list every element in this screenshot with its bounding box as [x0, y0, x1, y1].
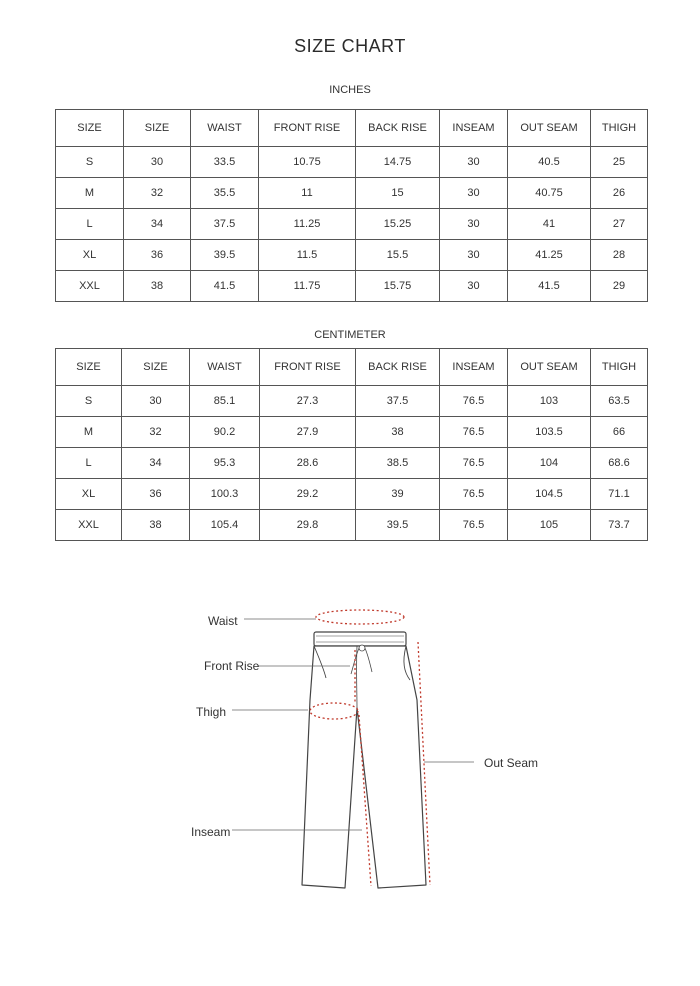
table-cell: 104: [508, 448, 591, 479]
table-cell: 76.5: [440, 417, 508, 448]
column-header: SIZE: [124, 110, 191, 147]
table-cell: 41.5: [191, 271, 259, 302]
table-cell: 29.8: [260, 510, 356, 541]
table-cell: 25: [591, 147, 648, 178]
thigh-label: Thigh: [196, 705, 227, 719]
table-cell: 71.1: [591, 479, 648, 510]
table-cell: 14.75: [356, 147, 440, 178]
table-cell: 28.6: [260, 448, 356, 479]
table-cell: 76.5: [440, 448, 508, 479]
table-cell: 30: [124, 147, 191, 178]
table-cell: 15.25: [356, 209, 440, 240]
table-cell: 66: [591, 417, 648, 448]
pants-icon: [302, 632, 426, 888]
table-row: [56, 510, 648, 541]
table-cell: 38: [122, 510, 190, 541]
waist-label: Waist: [208, 614, 238, 628]
page-title: SIZE CHART: [294, 36, 406, 56]
table-cell: 29.2: [260, 479, 356, 510]
column-header: FRONT RISE: [260, 349, 356, 386]
column-header: WAIST: [190, 349, 260, 386]
table-row: [56, 178, 648, 209]
table-cell: 41: [508, 209, 591, 240]
table-cell: 76.5: [440, 510, 508, 541]
table-cell: 76.5: [440, 479, 508, 510]
column-header: BACK RISE: [356, 110, 440, 147]
table-cell: 32: [122, 417, 190, 448]
table-cell: 27.9: [260, 417, 356, 448]
pants-measurement-diagram: [0, 580, 700, 900]
table-cell: 103: [508, 386, 591, 417]
column-header: INSEAM: [440, 349, 508, 386]
column-header: FRONT RISE: [259, 110, 356, 147]
table-cell: 68.6: [591, 448, 648, 479]
table-cell: XL: [56, 240, 124, 271]
table-cell: 11: [259, 178, 356, 209]
column-header: SIZE: [56, 349, 122, 386]
table-cell: 104.5: [508, 479, 591, 510]
table-cell: 30: [440, 271, 508, 302]
table-cell: 11.5: [259, 240, 356, 271]
table-cell: 38: [124, 271, 191, 302]
table-cell: 90.2: [190, 417, 260, 448]
column-header: WAIST: [191, 110, 259, 147]
inches-caption: INCHES: [329, 84, 371, 96]
table-cell: 35.5: [191, 178, 259, 209]
table-cell: 39: [356, 479, 440, 510]
table-cell: 73.7: [591, 510, 648, 541]
table-row: [56, 209, 648, 240]
table-cell: 29: [591, 271, 648, 302]
table-cell: 36: [122, 479, 190, 510]
table-cell: 40.5: [508, 147, 591, 178]
table-cell: L: [56, 209, 124, 240]
out-seam-label: Out Seam: [484, 756, 539, 770]
table-cell: 28: [591, 240, 648, 271]
table-cell: 30: [440, 178, 508, 209]
table-cell: 37.5: [356, 386, 440, 417]
table-row: [56, 417, 648, 448]
table-cell: 11.75: [259, 271, 356, 302]
column-header: THIGH: [591, 349, 648, 386]
table-header-row: [56, 110, 648, 147]
table-cell: 15.5: [356, 240, 440, 271]
table-cell: 41.5: [508, 271, 591, 302]
table-row: [56, 271, 648, 302]
table-cell: 26: [591, 178, 648, 209]
table-cell: 30: [440, 240, 508, 271]
table-cell: 30: [122, 386, 190, 417]
table-cell: 40.75: [508, 178, 591, 209]
table-cell: 10.75: [259, 147, 356, 178]
table-cell: M: [56, 178, 124, 209]
column-header: INSEAM: [440, 110, 508, 147]
table-cell: 85.1: [190, 386, 260, 417]
table-cell: 34: [124, 209, 191, 240]
column-header: BACK RISE: [356, 349, 440, 386]
table-cell: 27: [591, 209, 648, 240]
front-rise-label: Front Rise: [204, 659, 260, 673]
table-cell: 38: [356, 417, 440, 448]
centimeter-caption: CENTIMETER: [314, 329, 386, 341]
centimeter-size-table: [55, 348, 648, 541]
column-header: THIGH: [591, 110, 648, 147]
table-cell: 15.75: [356, 271, 440, 302]
inches-size-table: [55, 109, 648, 302]
table-cell: 38.5: [356, 448, 440, 479]
table-cell: 39.5: [191, 240, 259, 271]
table-cell: L: [56, 448, 122, 479]
table-cell: XXL: [56, 510, 122, 541]
column-header: SIZE: [122, 349, 190, 386]
table-cell: 76.5: [440, 386, 508, 417]
table-cell: 103.5: [508, 417, 591, 448]
table-cell: 95.3: [190, 448, 260, 479]
table-cell: XL: [56, 479, 122, 510]
table-cell: 41.25: [508, 240, 591, 271]
table-cell: S: [56, 386, 122, 417]
table-cell: 34: [122, 448, 190, 479]
inseam-label: Inseam: [191, 825, 231, 839]
table-cell: 63.5: [591, 386, 648, 417]
table-cell: 27.3: [260, 386, 356, 417]
table-cell: 11.25: [259, 209, 356, 240]
table-cell: XXL: [56, 271, 124, 302]
table-row: [56, 479, 648, 510]
table-cell: 105.4: [190, 510, 260, 541]
table-header-row: [56, 349, 648, 386]
column-header: SIZE: [56, 110, 124, 147]
table-cell: 32: [124, 178, 191, 209]
table-row: [56, 386, 648, 417]
table-row: [56, 147, 648, 178]
table-cell: 105: [508, 510, 591, 541]
table-row: [56, 448, 648, 479]
column-header: OUT SEAM: [508, 349, 591, 386]
table-cell: 39.5: [356, 510, 440, 541]
table-cell: 100.3: [190, 479, 260, 510]
table-cell: 15: [356, 178, 440, 209]
waist-measure-line: [316, 610, 404, 624]
table-cell: 30: [440, 209, 508, 240]
table-cell: M: [56, 417, 122, 448]
table-cell: 30: [440, 147, 508, 178]
table-cell: 36: [124, 240, 191, 271]
column-header: OUT SEAM: [508, 110, 591, 147]
table-row: [56, 240, 648, 271]
table-cell: 33.5: [191, 147, 259, 178]
table-cell: 37.5: [191, 209, 259, 240]
table-cell: S: [56, 147, 124, 178]
